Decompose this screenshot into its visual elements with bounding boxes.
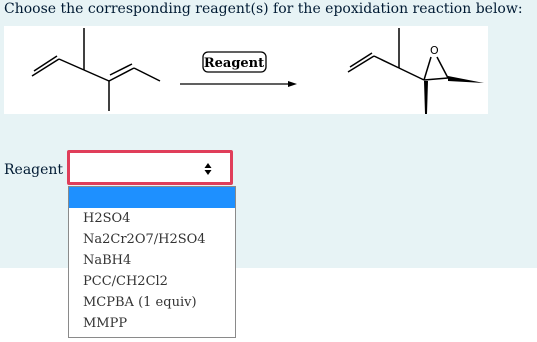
dropdown-option[interactable]: MMPP (83, 316, 128, 331)
reagent-select[interactable] (67, 150, 233, 185)
dropdown-option[interactable]: MCPBA (1 equiv) (83, 295, 197, 310)
reagent-box-label: Reagent (203, 56, 265, 71)
reagent-dropdown-list[interactable] (68, 186, 236, 338)
updown-arrows-icon (204, 162, 212, 176)
wedge-bond-down (424, 81, 428, 114)
reaction-diagram (4, 26, 488, 114)
reagent-field-label: Reagent (4, 162, 64, 178)
dropdown-options (69, 208, 206, 334)
starting-material-structure (32, 28, 160, 111)
dropdown-option-empty-highlighted[interactable] (69, 187, 235, 208)
reaction-scheme (4, 26, 488, 114)
wedge-bond-right (448, 76, 484, 83)
dropdown-option[interactable]: H2SO4 (83, 211, 131, 226)
question-text: Choose the corresponding reagent(s) for the epoxidation reaction below: (4, 1, 523, 17)
dropdown-option[interactable]: NaBH4 (83, 253, 132, 268)
oxygen-atom-label: O (430, 44, 439, 57)
dropdown-option[interactable]: Na2Cr2O7/H2SO4 (83, 232, 206, 247)
dropdown-option[interactable]: PCC/CH2Cl2 (83, 274, 168, 289)
arrow-head (288, 81, 297, 87)
